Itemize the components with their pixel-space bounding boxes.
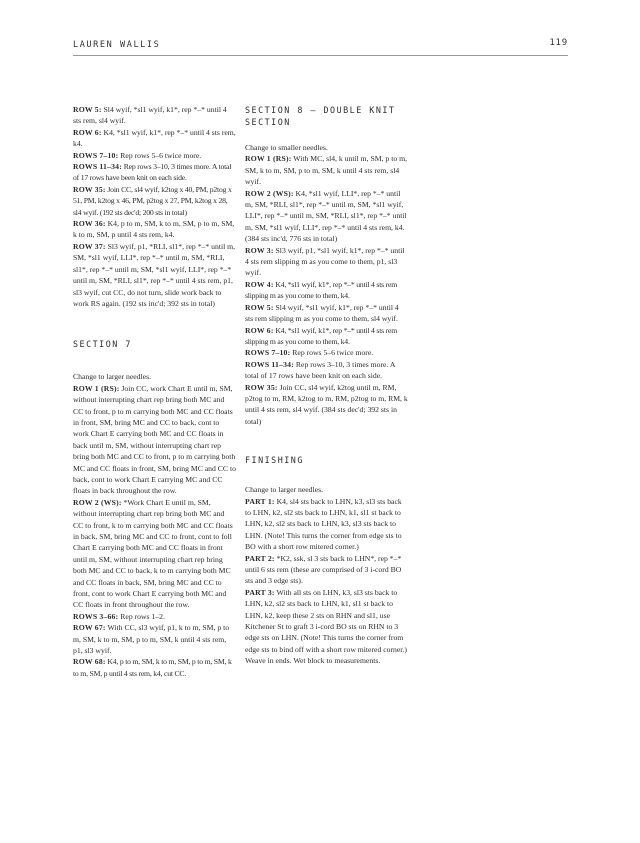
row-text: Sl3 wyif, p1, *sl1 wyif, k1*, rep *–* until 4 sts rem slipping m as you come to them, p1, sl3 wyif.: [245, 245, 405, 278]
row-label: ROW 1 (RS):: [245, 154, 292, 164]
row-text: With CC, sl3 wyif, p1, k to m, SM, p to m, SM, k to m, SM, p to m, SM, k until 4 sts rem, p1, sl3 wyif.: [73, 623, 230, 656]
row-text: Sl4 wyif, *sl1 wyif, k1*, rep *–* until 4 sts rem slipping m as you come to them, sl4 wyif.: [245, 302, 399, 324]
row-text: With MC, sl4, k until m, SM, p to m, SM, k to m, SM, p to m, SM, k until 4 sts rem, sl4 wyif.: [245, 154, 408, 187]
row-label: ROW 1 (RS):: [73, 383, 120, 393]
row-text: Sl4 wyif, *sl1 wyif, k1*, rep *–* until 4 sts rem, sl4 wyif.: [73, 105, 227, 126]
finishing-body: [245, 484, 408, 667]
row-label: ROW 2 (WS):: [245, 188, 294, 198]
finishing-heading: FINISHING: [245, 455, 304, 466]
instruction-row: [73, 497, 236, 611]
row-label: ROWS 11–34:: [245, 359, 294, 369]
row-label: ROW 6:: [73, 127, 102, 137]
instruction-row: [245, 347, 408, 358]
row-label: ROW 6:: [245, 325, 274, 335]
section-intro: Change to larger needles.: [73, 372, 151, 382]
row-label: ROW 2 (WS):: [73, 497, 122, 507]
instruction-part: [245, 553, 408, 587]
instruction-row: [245, 359, 408, 382]
left-column: [73, 104, 236, 679]
part-text: With all sts on LHN, k3, sl3 sts back to LHN, k2, sl2 sts back to LHN, k1, sl1 st back to LHN, k2, keep these 2 sts on RHN and sl1, use Kitchener St to graft 3 i-cord BO sts on RHN to 3 edge sts on LHN. (Note! This turns the corner from edge sts to bind off with a short row mitered corner.): [245, 587, 407, 654]
row-label: ROW 36:: [73, 219, 106, 229]
row-text: K4, p to m, SM, k to m, SM, p to m, SM, k to m, SM, p until 4 sts rem, k4, cut CC.: [73, 657, 232, 678]
row-text: Rep rows 3–10, 3 times more. A total of 17 rows have been knit on each side.: [245, 359, 395, 381]
closing-note: Weave in ends. Wet block to measurements.: [245, 656, 381, 666]
instruction-row: [73, 104, 236, 127]
row-label: ROW 3:: [245, 245, 274, 255]
instruction-row: [73, 611, 236, 622]
instruction-row: [245, 302, 408, 325]
row-text: K4, *sl1 wyif, k1*, rep *–* until 4 sts rem slipping m as you come to them, k4.: [245, 325, 397, 346]
row-text: Rep rows 5–6 twice more.: [120, 150, 202, 160]
row-label: ROW 68:: [73, 657, 106, 667]
instruction-row: [73, 150, 236, 161]
instruction-row: [73, 161, 236, 184]
row-text: Rep rows 1–2.: [120, 611, 165, 621]
part-label: PART 2:: [245, 553, 275, 563]
page-header: [73, 36, 568, 54]
section-intro: Change to larger needles.: [245, 485, 323, 495]
row-label: ROWS 7–10:: [73, 150, 119, 160]
instruction-row: [73, 184, 236, 218]
instruction-row: [73, 622, 236, 656]
row-label: ROW 4:: [245, 279, 274, 289]
instruction-row: [73, 127, 236, 150]
row-label: ROW 67:: [73, 623, 106, 633]
row-text: *Work Chart E until m, SM, without interrupting chart rep bring both MC and CC to front, k to m carrying both MC and CC floats in back, SM, bring MC and CC to front, cont to foll Chart E carrying both MC and CC floats in front until m, SM, without interrupting chart rep bring both MC and CC to back, k to m carrying both MC and CC floats in back, SM, bring MC and CC to front, cont to work Chart E carrying both MC and CC floats in front throughout the row.: [73, 497, 233, 610]
right-column: [245, 104, 408, 667]
row-text: Rep rows 3–10, 3 times more. A total of 17 rows have been knit on each side.: [73, 162, 232, 183]
row-label: ROW 35:: [245, 382, 278, 392]
running-head-author: LAUREN WALLIS: [73, 40, 161, 50]
row-label: ROW 5:: [73, 105, 102, 114]
row-label: ROWS 11–34:: [73, 162, 122, 172]
section-8-heading: SECTION 8 – DOUBLE KNIT SECTION: [245, 105, 396, 127]
instruction-row: [245, 188, 408, 245]
row-label: ROWS 7–10:: [245, 348, 291, 358]
part-label: PART 1:: [245, 496, 275, 506]
part-label: PART 3:: [245, 587, 275, 597]
row-text: Rep rows 5–6 twice more.: [292, 348, 374, 358]
instruction-row: [245, 325, 408, 348]
page-number: 119: [549, 38, 568, 48]
row-label: ROW 5:: [245, 302, 274, 312]
section-7-body: [73, 371, 236, 679]
instruction-row: [245, 153, 408, 187]
instruction-row: [73, 656, 236, 679]
instruction-row: [245, 382, 408, 428]
instruction-row: [73, 383, 236, 497]
instruction-part: [245, 496, 408, 553]
row-text: Join CC, sl4 wyif, k2tog x 40, PM, p2tog x 51, PM, k2tog x 46, PM, p2tog x 27, PM, k2tog x 28, sl4 wyif. (192 sts dec'd; 200 sts in total): [73, 184, 232, 217]
row-text: K4, *sl1 wyif, k1*, rep *–* until 4 sts rem slipping m as you come to them, k4.: [245, 279, 397, 301]
instruction-row: [73, 241, 236, 309]
instruction-row: [73, 218, 236, 241]
section-intro: Change to smaller needles.: [245, 143, 328, 152]
instruction-row: [245, 245, 408, 279]
section-8-body: [245, 142, 408, 427]
row-text: Sl3 wyif, p1, *RLI, sl1*, rep *–* until m, SM, *sl1 wyif, LLI*, rep *–* until m, SM, *RLI, sl1*, rep *–* until m, SM, *sl1 wyif, LLI*, rep *–* until m, SM, *RLI, sl1*, rep *–* until 4 sts rem, p1, sl3 wyif, cut CC, do not turn, slide work back to work RS again. (192 sts inc'd; 392 sts in total): [73, 241, 236, 308]
row-label: ROW 35:: [73, 184, 106, 194]
part-text: K4, sl4 sts back to LHN, k3, sl3 sts back to LHN, k2, sl2 sts back to LHN, k1, sl1 st back to LHN, k2, sl2 sts back to LHN, k3, sl3 sts back to LHN. (Note! This turns the corner from edge sts to BO with a short row mitered corner.): [245, 496, 402, 552]
row-text: Join CC, sl4 wyif, k2tog until m, RM, p2tog to m, RM, k2tog to m, RM, p2tog to m, RM, k until 4 sts rem, sl4 wyif. (384 sts dec'd; 392 sts in total): [245, 382, 408, 426]
row-label: ROW 37:: [73, 241, 106, 251]
row-label: ROWS 3–66:: [73, 611, 119, 621]
instruction-part: [245, 587, 408, 655]
instruction-row: [245, 279, 408, 302]
row-text: K4, *sl1 wyif, k1*, rep *–* until 4 sts rem, k4.: [73, 127, 236, 149]
row-text: K4, p to m, SM, k to m, SM, p to m, SM, k to m, SM, p until 4 sts rem, k4.: [73, 219, 235, 240]
top-rows-block: [73, 104, 236, 309]
section-7-heading: SECTION 7: [73, 339, 132, 350]
row-text: K4, *sl1 wyif, LLI*, rep *–* until m, SM, *RLI, sl1*, rep *–* until m, SM, *sl1 wyif, LLI*, rep *–* until m, SM, *RLI, sl1*, rep *–* until m, SM, *sl1 wyif, LLI*, rep *–* until 4 sts rem, k4. (384 sts inc'd, 776 sts in total): [245, 188, 407, 244]
part-text: *K2, ssk, sl 3 sts back to LHN*, rep *–* until 6 sts rem (these are comprised of 3 i-cord BO sts and 3 edge sts).: [245, 553, 402, 586]
row-text: Join CC, work Chart E until m, SM, without interrupting chart rep bring both MC and CC to front, p to m carrying both MC and CC floats in front, SM, bring MC and CC to back, cont to work Chart E carrying both MC and CC floats in back until m, SM, without interrupting chart rep bring both MC and CC to front, p to m carrying both MC and CC floats in front, SM, bring MC and CC to back, cont to work Chart E carrying MC and CC floats in back throughout the row.: [73, 383, 236, 496]
header-divider: [73, 55, 568, 56]
